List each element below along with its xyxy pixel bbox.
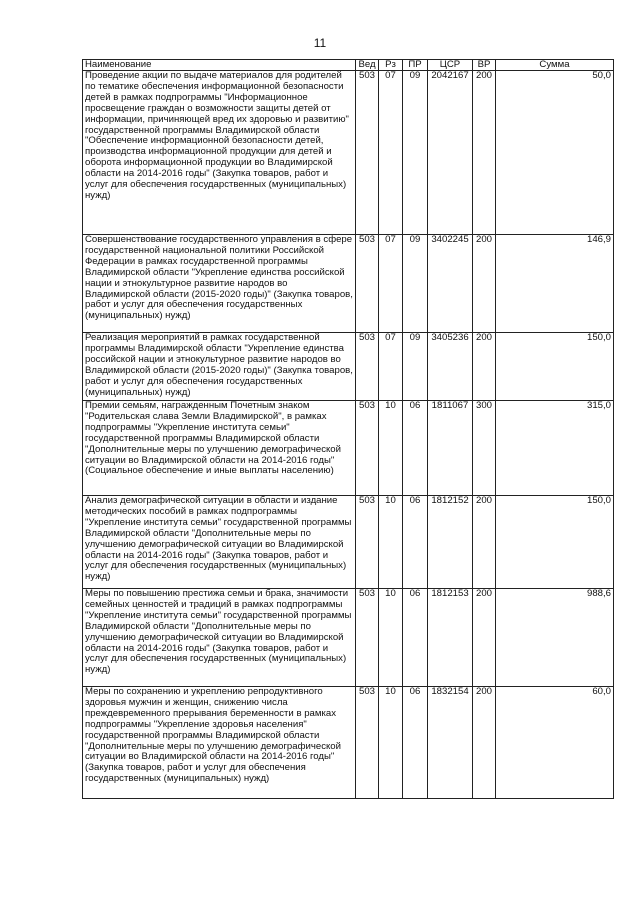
row-name: Премии семьям, награжденным Почетным знаком "Родительская слава Земли Владимирской", в рамках подпрограммы "Укрепление института семьи" государственной программы Владимирской области "Дополнительные меры по улучшению демографической ситуации во Владимирской области на 2014-2016 годы" (Социальное обеспечение и иные выплаты населению) xyxy=(83,401,356,496)
row-rz: 07 xyxy=(379,333,403,401)
row-rz: 07 xyxy=(379,71,403,235)
header-csr: ЦСР xyxy=(428,60,473,71)
row-pr: 06 xyxy=(403,687,428,799)
row-pr: 06 xyxy=(403,496,428,589)
row-rz: 10 xyxy=(379,401,403,496)
row-name: Реализация мероприятий в рамках государственной программы Владимирской области "Укрепление единства российской нации и этнокультурное развитие народов во Владимирской области (2015-2020 годы)" (Закупка товаров, работ и услуг для обеспечения государственных (муниципальных) нужд) xyxy=(83,333,356,401)
row-sum: 150,0 xyxy=(496,333,614,401)
row-vr: 200 xyxy=(473,687,496,799)
row-sum: 315,0 xyxy=(496,401,614,496)
row-ved: 503 xyxy=(356,687,379,799)
table-row xyxy=(83,496,614,589)
row-vr: 200 xyxy=(473,496,496,589)
table-row xyxy=(83,235,614,333)
row-rz: 07 xyxy=(379,235,403,333)
row-csr: 3402245 xyxy=(428,235,473,333)
header-rz: Рз xyxy=(379,60,403,71)
row-csr: 1811067 xyxy=(428,401,473,496)
row-name: Анализ демографической ситуации в области и издание методических пособий в рамках подпрограммы "Укрепление института семьи" государственной программы Владимирской области "Дополнительные меры по улучшению демографической ситуации во Владимирской области на 2014-2016 годы" (Закупка товаров, работ и услуг для обеспечения государственных (муниципальных) нужд) xyxy=(83,496,356,589)
header-vr: ВР xyxy=(473,60,496,71)
row-pr: 06 xyxy=(403,401,428,496)
row-pr: 09 xyxy=(403,333,428,401)
row-pr: 09 xyxy=(403,71,428,235)
row-pr: 09 xyxy=(403,235,428,333)
row-ved: 503 xyxy=(356,496,379,589)
row-name: Меры по повышению престижа семьи и брака, значимости семейных ценностей и традиций в рамках подпрограммы "Укрепление института семьи" государственной программы Владимирской области "Дополнительные меры по улучшению демографической ситуации во Владимирской области на 2014-2016 годы" (Закупка товаров, работ и услуг для обеспечения государственных (муниципальных) нужд) xyxy=(83,589,356,687)
row-vr: 300 xyxy=(473,401,496,496)
row-vr: 200 xyxy=(473,333,496,401)
row-rz: 10 xyxy=(379,589,403,687)
row-pr: 06 xyxy=(403,589,428,687)
table-row xyxy=(83,589,614,687)
row-csr: 2042167 xyxy=(428,71,473,235)
table-row xyxy=(83,71,614,235)
row-name: Проведение акции по выдаче материалов для родителей по тематике обеспечения информационной безопасности детей в рамках подпрограммы "Информационное просвещение граждан о возможности защиты детей от информации, причиняющей вред их здоровью и развитию" государственной программы Владимирской области "Обеспечение информационной безопасности детей, производства информационной продукции для детей и оборота информационной продукции во Владимирской области на 2014-2016 годы" (Закупка товаров, работ и услуг для обеспечения государственных (муниципальных) нужд) xyxy=(83,71,356,235)
row-ved: 503 xyxy=(356,333,379,401)
header-sum: Сумма xyxy=(496,60,614,71)
page-number: 11 xyxy=(313,36,327,50)
table-row xyxy=(83,401,614,496)
row-sum: 50,0 xyxy=(496,71,614,235)
row-ved: 503 xyxy=(356,235,379,333)
row-csr: 1832154 xyxy=(428,687,473,799)
row-sum: 150,0 xyxy=(496,496,614,589)
row-vr: 200 xyxy=(473,235,496,333)
table-header-row xyxy=(83,60,614,71)
row-name: Меры по сохранению и укреплению репродуктивного здоровья мужчин и женщин, снижению числа преждевременного прерывания беременности в рамках подпрограммы "Укрепление здоровья населения" государственной программы Владимирской области "Дополнительные меры по улучшению демографической ситуации во Владимирской области на 2014-2016 годы" (Закупка товаров, работ и услуг для обеспечения государственных (муниципальных) нужд) xyxy=(83,687,356,799)
row-csr: 1812153 xyxy=(428,589,473,687)
row-csr: 3405236 xyxy=(428,333,473,401)
header-name: Наименование xyxy=(83,60,356,71)
header-ved: Вед xyxy=(356,60,379,71)
row-ved: 503 xyxy=(356,589,379,687)
row-ved: 503 xyxy=(356,71,379,235)
table-row xyxy=(83,687,614,799)
table-row xyxy=(83,333,614,401)
row-ved: 503 xyxy=(356,401,379,496)
row-csr: 1812152 xyxy=(428,496,473,589)
row-vr: 200 xyxy=(473,589,496,687)
budget-table xyxy=(82,59,614,799)
row-rz: 10 xyxy=(379,687,403,799)
row-name: Совершенствование государственного управления в сфере государственной национальной политики Российской Федерации в рамках государственной программы Владимирской области "Укрепление единства российской нации и этнокультурное развитие народов во Владимирской области (2015-2020 годы)" (Закупка товаров, работ и услуг для обеспечения государственных (муниципальных) нужд) xyxy=(83,235,356,333)
header-pr: ПР xyxy=(403,60,428,71)
row-sum: 988,6 xyxy=(496,589,614,687)
row-sum: 146,9 xyxy=(496,235,614,333)
row-vr: 200 xyxy=(473,71,496,235)
row-sum: 60,0 xyxy=(496,687,614,799)
row-rz: 10 xyxy=(379,496,403,589)
